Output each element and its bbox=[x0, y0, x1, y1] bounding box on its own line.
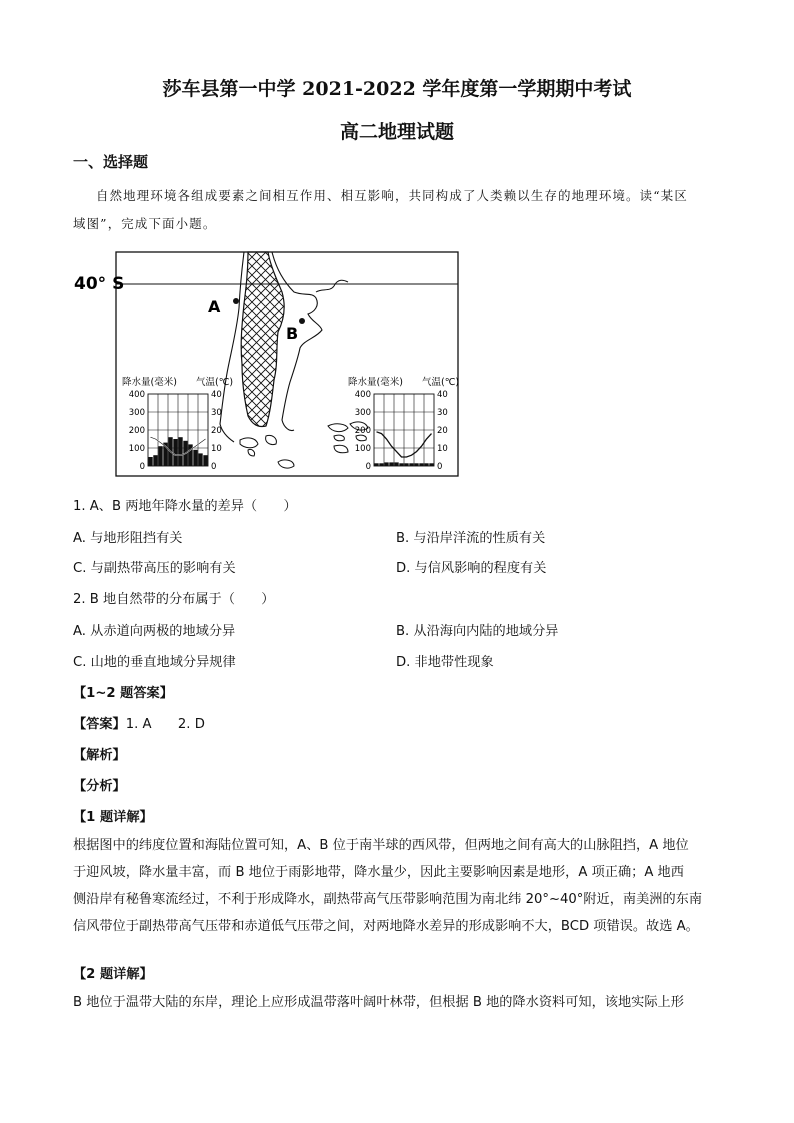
point-a-label: A bbox=[208, 297, 221, 316]
fenxi-label: 【分析】 bbox=[73, 779, 126, 794]
chart-a-precip-bar bbox=[153, 455, 157, 466]
island-5 bbox=[328, 424, 348, 432]
chart-a-temp-title: 气温(℃) bbox=[196, 377, 234, 388]
latitude-label: 40° S bbox=[74, 274, 125, 294]
section-heading: 一、选择题 bbox=[73, 153, 149, 171]
detail1-line: 信风带位于副热带高气压带和赤道低气压带之间，对两地降水差异的形成影响不大，BCD 项错误。故选 A。 bbox=[73, 919, 699, 934]
detail1-paragraph bbox=[73, 832, 723, 940]
q2-option-c[interactable]: C. 山地的垂直地域分异规律 bbox=[73, 655, 236, 670]
chart-b-precip-bar bbox=[419, 463, 423, 466]
chart-b-precip-bar bbox=[384, 462, 388, 466]
detail1-line: 侧沿岸有秘鲁寒流经过，不利于形成降水，副热带高气压带影响范围为南北纬 20°~40°附近，南美洲的东南 bbox=[73, 892, 703, 907]
chart-a-precip-bar bbox=[158, 446, 162, 466]
chart-b-precip-bar bbox=[424, 463, 428, 466]
q2-option-b[interactable]: B. 从沿海向内陆的地域分异 bbox=[396, 624, 559, 639]
andes-mountains bbox=[241, 252, 284, 427]
island-3 bbox=[278, 460, 294, 468]
q1-option-b[interactable]: B. 与沿岸洋流的性质有关 bbox=[396, 531, 546, 546]
detail1-line: 根据图中的纬度位置和海陆位置可知，A、B 位于南半球的西风带，但两地之间有高大的山脉阻挡，A 地位 bbox=[73, 838, 689, 853]
answer-values: 1. A 2. D bbox=[125, 717, 205, 732]
chart-b-precip-bar bbox=[399, 463, 403, 466]
chart-b-precip-bar bbox=[374, 463, 378, 466]
exam-subtitle: 高二地理试题 bbox=[339, 121, 454, 143]
island-2 bbox=[266, 435, 277, 444]
point-b-label: B bbox=[286, 324, 299, 343]
chart-b-precip-bar bbox=[429, 463, 433, 466]
chart-b-temp-tick: 30 bbox=[437, 408, 448, 418]
chart-b-precip-title: 降水量(毫米) bbox=[348, 377, 403, 388]
chart-a-precip-bar bbox=[203, 455, 207, 466]
exam-title: 莎车县第一中学 2021-2022 学年度第一学期期中考试 bbox=[162, 78, 632, 100]
detail2-line: B 地位于温带大陆的东岸，理论上应形成温带落叶阔叶林带，但根据 B 地的降水资料可知，该地实际上形 bbox=[73, 995, 684, 1010]
q1-option-c[interactable]: C. 与副热带高压的影响有关 bbox=[73, 561, 236, 576]
chart-b-precip-bar bbox=[389, 462, 393, 466]
chart-b-temp-tick: 0 bbox=[437, 462, 443, 472]
chart-a-precip-bar bbox=[198, 453, 202, 466]
point-a-marker bbox=[233, 298, 239, 304]
chart-b-precip-tick: 0 bbox=[365, 462, 371, 472]
chart-a-precip-tick: 200 bbox=[128, 426, 145, 436]
q2-option-a[interactable]: A. 从赤道向两极的地域分异 bbox=[73, 624, 236, 639]
q1-stem: 1. A、B 两地年降水量的差异（ ） bbox=[73, 499, 297, 514]
chart-b-temp-title: 气温(℃) bbox=[422, 377, 460, 388]
climate-chart-a bbox=[122, 376, 233, 472]
chart-a-precip-tick: 300 bbox=[128, 408, 145, 418]
chart-b-precip-tick: 400 bbox=[354, 390, 371, 400]
chart-b-precip-bar bbox=[414, 463, 418, 466]
q2-option-d[interactable]: D. 非地带性现象 bbox=[396, 655, 494, 670]
chart-a-precip-tick: 100 bbox=[128, 444, 145, 454]
chart-a-precip-tick: 0 bbox=[139, 462, 145, 472]
chart-b-temp-tick: 20 bbox=[437, 426, 448, 436]
chart-b-precip-bar bbox=[404, 463, 408, 466]
chart-a-precip-bar bbox=[193, 450, 197, 466]
q1-option-a[interactable]: A. 与地形阻挡有关 bbox=[73, 531, 183, 546]
chart-a-temp-tick: 10 bbox=[211, 444, 222, 454]
detail2-paragraph bbox=[73, 989, 723, 1016]
answer-label: 【答案】 bbox=[73, 717, 126, 732]
island-4 bbox=[248, 449, 255, 456]
chart-b-temp-tick: 40 bbox=[437, 390, 448, 400]
map-frame bbox=[116, 252, 458, 476]
island-9 bbox=[334, 445, 348, 453]
chart-b-precip-bar bbox=[409, 463, 413, 466]
detail1-label: 【1 题详解】 bbox=[73, 810, 153, 825]
chart-b-precip-tick: 200 bbox=[354, 426, 371, 436]
chart-a-precip-bar bbox=[148, 457, 152, 466]
island-6 bbox=[334, 435, 344, 441]
intro-line-2: 域图”，完成下面小题。 bbox=[73, 216, 217, 231]
intro-line-1: 自然地理环境各组成要素之间相互作用、相互影响，共同构成了人类赖以生存的地理环境。读“某区 bbox=[96, 188, 688, 203]
chart-a-temp-tick: 40 bbox=[211, 390, 222, 400]
q1-option-d[interactable]: D. 与信风影响的程度有关 bbox=[396, 561, 547, 576]
chart-a-precip-bar bbox=[173, 439, 177, 466]
chart-b-precip-tick: 100 bbox=[354, 444, 371, 454]
chart-b-precip-bar bbox=[394, 462, 398, 466]
point-b-marker bbox=[299, 318, 305, 324]
chart-a-temp-tick: 0 bbox=[211, 462, 217, 472]
detail2-label: 【2 题详解】 bbox=[73, 967, 153, 982]
chart-a-precip-bar bbox=[178, 437, 182, 466]
jiexi-label: 【解析】 bbox=[73, 748, 126, 763]
region-map-figure bbox=[72, 248, 464, 480]
detail1-line: 于迎风坡，降水量丰富，而 B 地位于雨影地带，降水量少，因此主要影响因素是地形，A 项正确；A 地西 bbox=[73, 865, 684, 880]
chart-b-precip-bar bbox=[379, 463, 383, 466]
chart-b-temp-tick: 10 bbox=[437, 444, 448, 454]
island-1 bbox=[240, 438, 258, 448]
island-8 bbox=[356, 435, 366, 441]
chart-a-precip-title: 降水量(毫米) bbox=[122, 377, 177, 388]
q2-stem: 2. B 地自然带的分布属于（ ） bbox=[73, 592, 275, 607]
coastline-northeast bbox=[316, 280, 348, 292]
coastline-west bbox=[220, 252, 244, 442]
chart-b-precip-tick: 300 bbox=[354, 408, 371, 418]
chart-a-temp-tick: 30 bbox=[211, 408, 222, 418]
answer-line bbox=[73, 713, 205, 732]
chart-a-precip-tick: 400 bbox=[128, 390, 145, 400]
chart-a-precip-bar bbox=[188, 444, 192, 466]
answer-group-label: 【1~2 题答案】 bbox=[73, 686, 173, 701]
chart-a-temp-tick: 20 bbox=[211, 426, 222, 436]
